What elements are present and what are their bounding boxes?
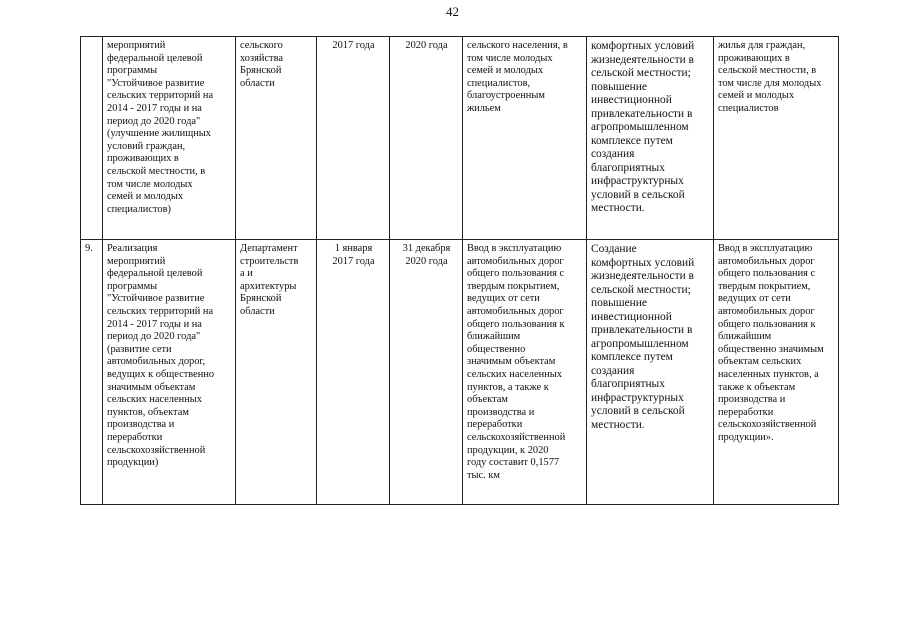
indicator-cell xyxy=(714,37,839,240)
event-cell xyxy=(103,240,236,505)
executor-cell xyxy=(236,37,317,240)
result-cell xyxy=(463,37,587,240)
end-date-text: 2020 года xyxy=(405,40,448,51)
executor-text: сельского хозяйства Брянской области xyxy=(240,40,283,89)
end-date-cell xyxy=(390,240,463,505)
start-date-text: 2017 года xyxy=(332,40,375,51)
outcome-cell xyxy=(587,240,714,505)
indicator-cell xyxy=(714,240,839,505)
executor-cell xyxy=(236,240,317,505)
event-cell xyxy=(103,37,236,240)
start-date-cell xyxy=(317,37,390,240)
start-date-cell xyxy=(317,240,390,505)
event-text: мероприятий федеральной целевой программы "Устойчивое развитие сельских территорий на 2014 - 2017 годы и на период до 2020 года" (улучшение жилищных условий граждан, проживающих в сельской местности, в том числе молодых семей и молодых специалистов) xyxy=(107,40,214,215)
result-text: сельского населения, в том числе молодых семей и молодых специалистов, благоустроенным жильем xyxy=(467,40,568,114)
result-text: Ввод в эксплуатацию автомобильных дорог общего пользования с твердым покрытием, ведущих от сети автомобильных дорог общего пользования к ближайшим общественно значимым объектам сельских населенных пунктов, а также к объектам производства и переработки сельскохозяйственной продукции, к 2020 году составит 0,1577 тыс. км xyxy=(467,243,566,481)
start-date-text: 1 января 2017 года xyxy=(332,243,375,267)
event-text: Реализация мероприятий федеральной целевой программы "Устойчивое развитие сельских территорий на 2014 - 2017 годы и на период до 2020 года" (развитие сети автомобильных дорог, ведущих к общественно значимым объектам сельских населенных пунктов, объектам производства и переработки сельскохозяйственной продукции) xyxy=(107,243,215,469)
indicator-text: Ввод в эксплуатацию автомобильных дорог общего пользования с твердым покрытием, ведущих от сети автомобильных дорог общего пользования к ближайшим общественно значимым объектам сельских населенных пунктов, а также к объектам производства и переработки сельскохозяйственной продукции». xyxy=(718,243,824,443)
outcome-cell xyxy=(587,37,714,240)
end-date-cell xyxy=(390,37,463,240)
outcome-text: комфортных условий жизнедеятельности в сельской местности; повышение инвестиционной привлекательности в агропромышленном комплексе путем создания благоприятных инфраструктурных условий в сельской местности. xyxy=(591,40,695,214)
executor-text: Департамент строительств а и архитектуры Брянской области xyxy=(240,243,299,317)
result-cell xyxy=(463,240,587,505)
program-table xyxy=(80,36,839,505)
indicator-text: жилья для граждан, проживающих в сельской местности, в том числе для молодых семей и молодых специалистов xyxy=(718,40,822,114)
outcome-text: Создание комфортных условий жизнедеятельности в сельской местности; повышение инвестиционной привлекательности в агропромышленном комплексе путем создания благоприятных инфраструктурных условий в сельской местности. xyxy=(591,243,695,431)
end-date-text: 31 декабря 2020 года xyxy=(402,243,451,267)
table-row xyxy=(81,37,839,240)
row-number xyxy=(81,37,103,240)
table-row xyxy=(81,240,839,505)
row-number: 9. xyxy=(81,240,103,505)
page-number: 42 xyxy=(446,4,459,19)
